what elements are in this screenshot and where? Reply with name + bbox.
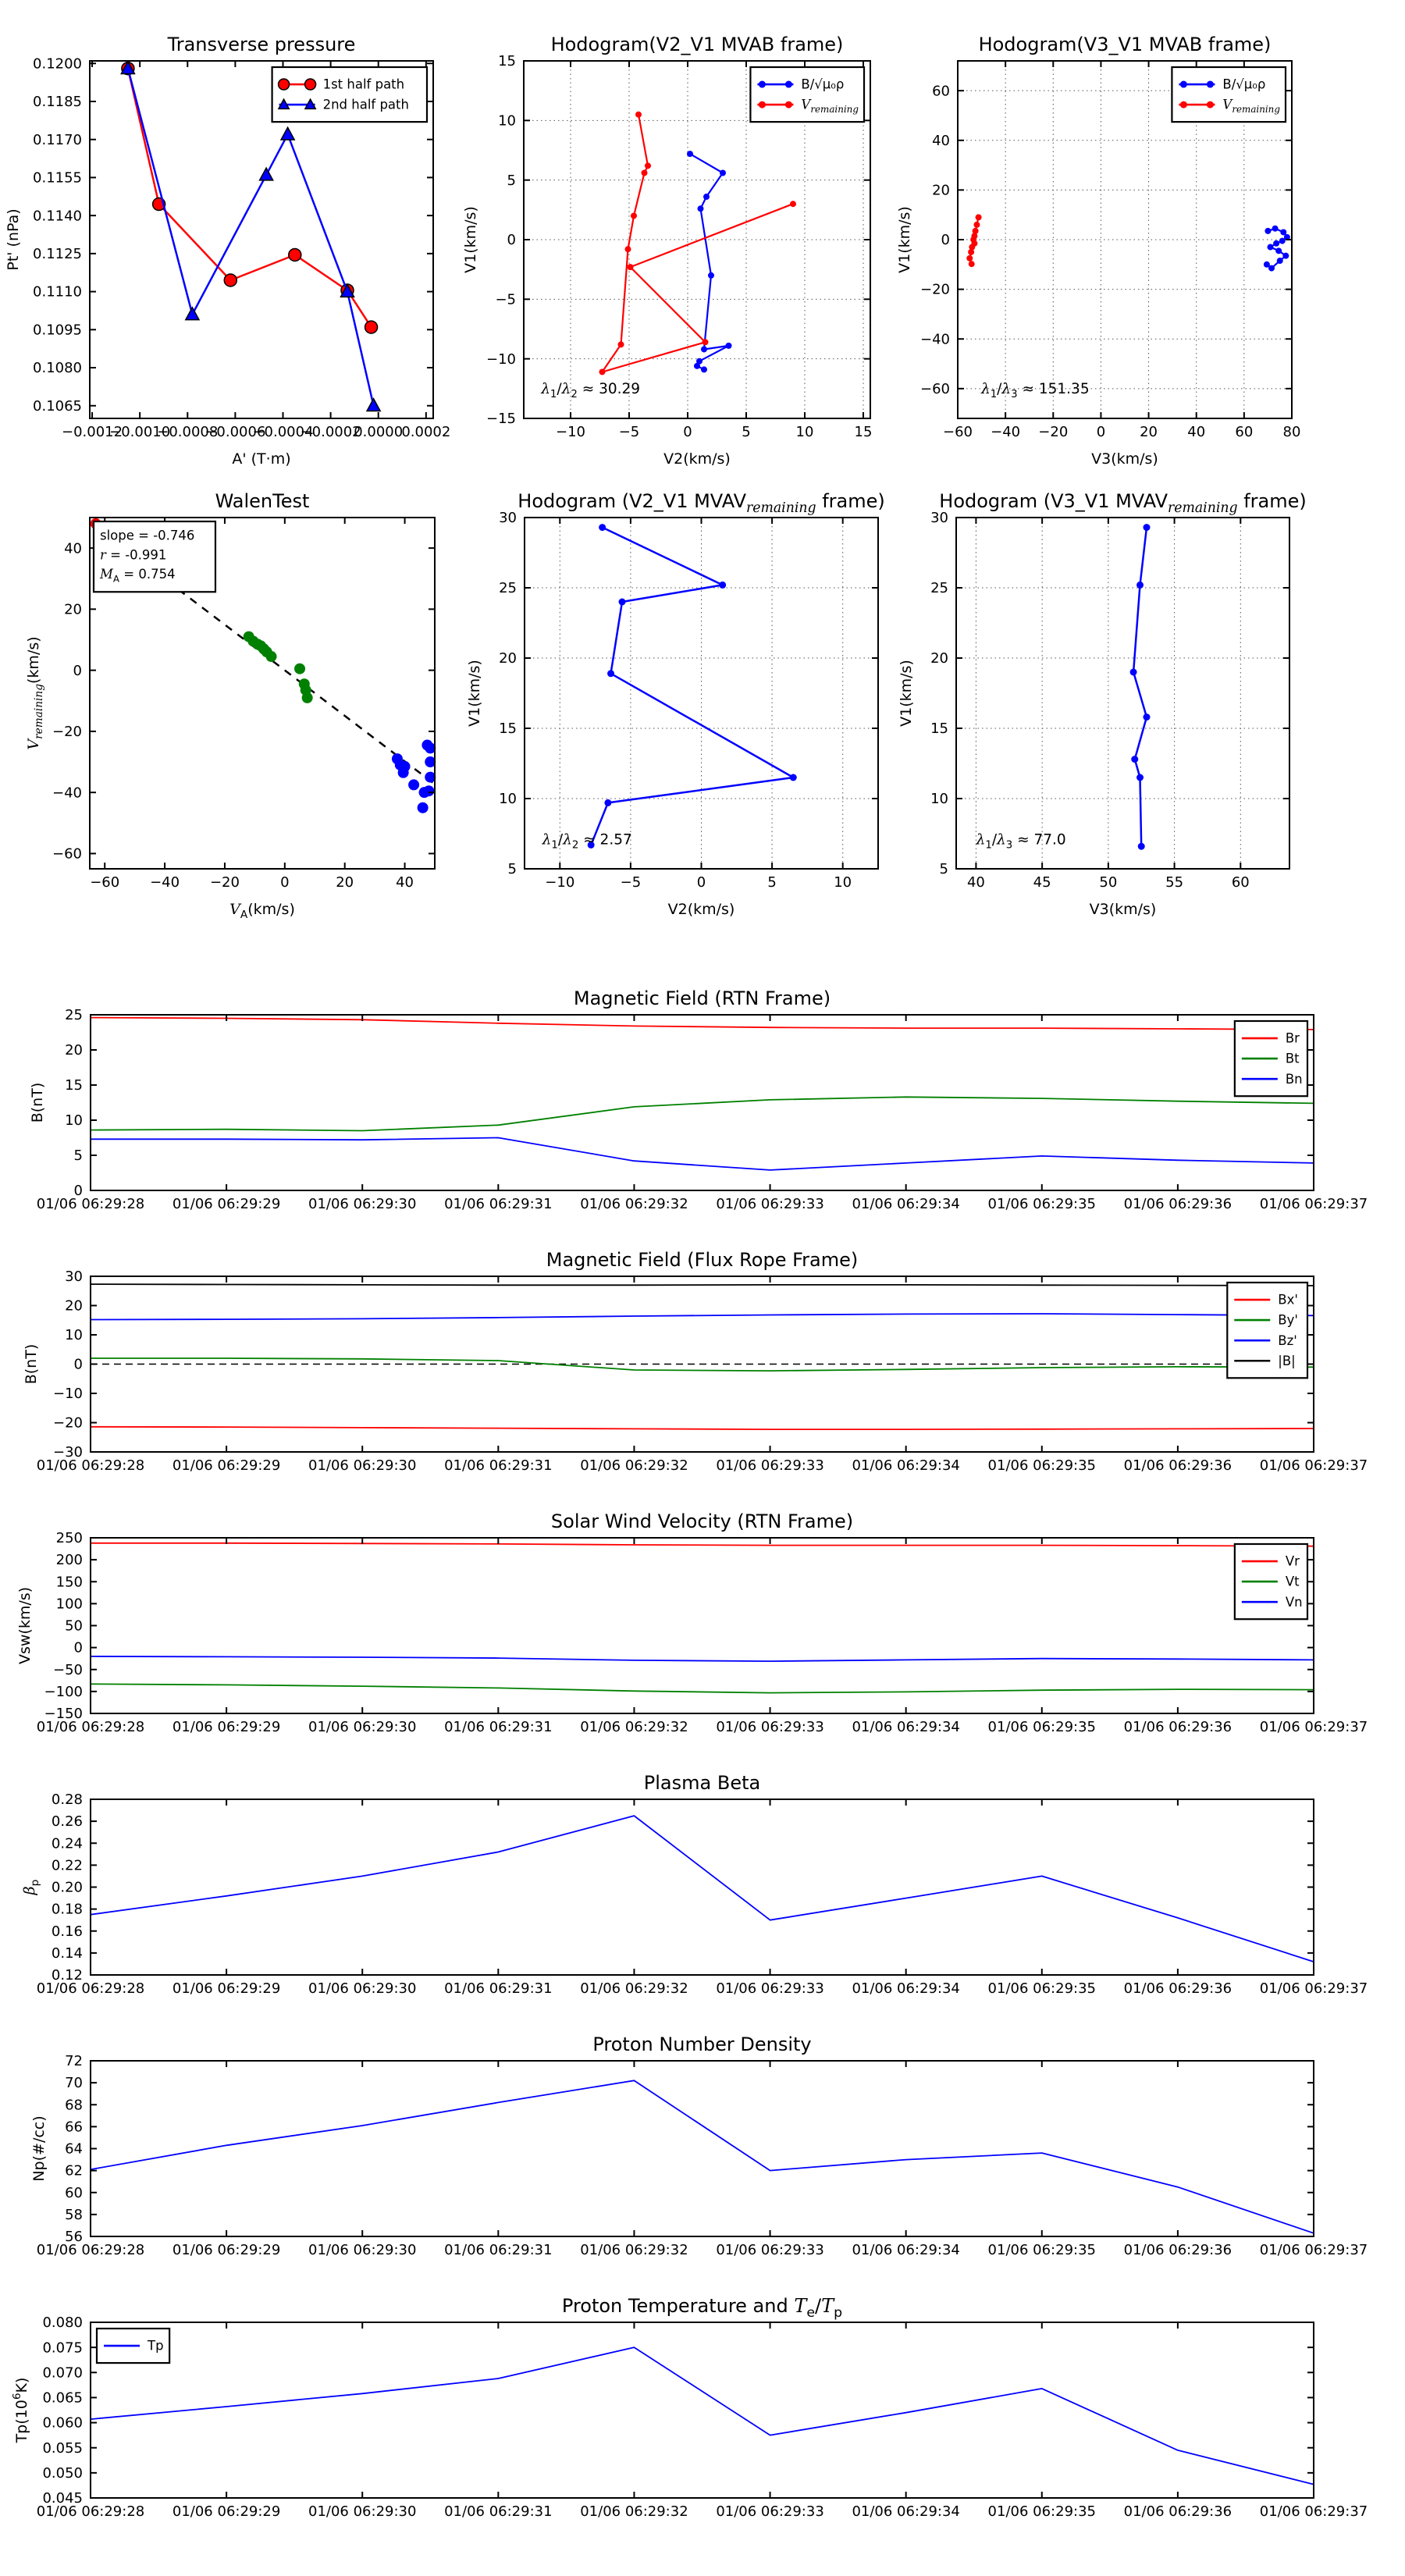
y-tick-label: 0.24 [51, 1835, 83, 1852]
x-tick-label: 01/06 06:29:30 [308, 1718, 417, 1735]
x-axis-label: A' (T·m) [232, 450, 291, 468]
y-tick-label: 70 [65, 2075, 83, 2092]
y-tick-label: 0.065 [42, 2389, 83, 2407]
legend [97, 2329, 169, 2363]
y-tick-label: −5 [495, 291, 516, 308]
y-tick-label: 10 [930, 791, 948, 808]
x-tick-label: −20 [1038, 423, 1069, 440]
y-tick-label: 25 [499, 580, 517, 597]
x-tick-label: 01/06 06:29:35 [987, 1457, 1096, 1474]
y-tick-label: 0.26 [51, 1813, 83, 1831]
y-tick-label: 20 [64, 601, 82, 618]
x-tick-label: 01/06 06:29:37 [1259, 1980, 1368, 1997]
x-tick-label: 40 [1187, 423, 1206, 440]
y-tick-label: 0.1200 [33, 55, 82, 73]
x-tick-label: −40 [991, 423, 1021, 440]
panel-magnetic-field-flux-rope [23, 1249, 1368, 1474]
y-tick-label: 0.1125 [33, 245, 82, 262]
x-tick-label: −60 [90, 873, 120, 891]
info-box-line: slope = -0.746 [100, 528, 195, 543]
panel-walen-test [25, 490, 436, 921]
legend-label: Bn [1285, 1071, 1303, 1087]
series-last-points [392, 740, 436, 813]
legend-label: Br [1285, 1030, 1300, 1046]
x-tick-label: −10 [545, 873, 575, 891]
x-tick-label: 01/06 06:29:29 [172, 1980, 281, 1997]
legend-label: |B| [1278, 1353, 1296, 1368]
x-tick-label: 10 [834, 873, 852, 891]
y-tick-label: 0.28 [51, 1791, 83, 1809]
chart-title: Hodogram(V3_V1 MVAB frame) [978, 34, 1272, 55]
x-tick-label: 01/06 06:29:28 [36, 1195, 145, 1212]
y-tick-label: 0.18 [51, 1901, 83, 1918]
x-tick-label: 01/06 06:29:31 [444, 1195, 553, 1212]
x-tick-label: 01/06 06:29:35 [987, 1980, 1096, 1997]
y-tick-label: −20 [920, 281, 950, 298]
x-tick-label: −0.0006 [205, 423, 266, 440]
x-tick-label: 01/06 06:29:29 [172, 1718, 281, 1735]
y-tick-label: 58 [65, 2206, 83, 2223]
y-axis-label: V1(km/s) [896, 206, 913, 273]
panel-hodogram-v2v1-mvav [466, 490, 885, 918]
x-tick-label: 01/06 06:29:33 [716, 2241, 824, 2258]
x-tick-label: 01/06 06:29:34 [852, 1195, 960, 1212]
y-tick-label: 250 [55, 1530, 83, 1547]
x-tick-label: 01/06 06:29:28 [36, 2241, 145, 2258]
y-tick-label: 0.050 [42, 2464, 83, 2482]
y-tick-label: −50 [53, 1661, 83, 1678]
y-tick-label: 10 [65, 1327, 83, 1344]
y-tick-label: 0 [73, 1639, 83, 1656]
legend [272, 67, 427, 122]
x-tick-label: 01/06 06:29:33 [716, 1195, 824, 1212]
x-tick-label: 01/06 06:29:33 [716, 1457, 824, 1474]
y-tick-label: 0.060 [42, 2414, 83, 2432]
x-tick-label: 01/06 06:29:32 [580, 2503, 688, 2520]
legend-label: Bt [1285, 1051, 1300, 1066]
x-tick-label: 20 [1140, 423, 1158, 440]
y-tick-label: 15 [499, 720, 517, 738]
series-tp [91, 2347, 1314, 2485]
y-tick-label: 40 [64, 540, 82, 557]
annotation: $\lambda_1/\lambda_3 \approx 77.0$ [976, 831, 1066, 852]
axes-frame [91, 1799, 1314, 1975]
chart-title: Proton Temperature and $T_e/T_p$ [561, 2295, 843, 2322]
x-tick-label: 01/06 06:29:33 [716, 1718, 824, 1735]
chart-title: Hodogram(V2_V1 MVAB frame) [550, 34, 844, 55]
y-tick-label: −20 [52, 724, 82, 741]
x-tick-label: 01/06 06:29:29 [172, 1457, 281, 1474]
info-box [94, 521, 215, 592]
x-tick-label: 0.0000 [354, 423, 404, 440]
x-axis-label: $V_A(km/s)$ [229, 901, 295, 921]
y-tick-label: 64 [65, 2140, 83, 2158]
panel-solar-wind-velocity-rtn [16, 1510, 1368, 1735]
legend-label: Bx' [1278, 1292, 1298, 1308]
x-tick-label: 01/06 06:29:32 [580, 1718, 688, 1735]
x-tick-label: −5 [620, 873, 642, 891]
series-b-sqrt-mu0-rho- [588, 524, 797, 849]
x-tick-label: 0 [280, 873, 290, 891]
series-bt [91, 1097, 1314, 1130]
series-br [91, 1018, 1314, 1030]
x-tick-label: −40 [150, 873, 180, 891]
x-tick-label: 01/06 06:29:31 [444, 1980, 553, 1997]
y-tick-label: 10 [65, 1112, 83, 1130]
x-tick-label: −10 [556, 423, 585, 440]
y-tick-label: 0 [73, 1356, 83, 1373]
y-tick-label: 5 [939, 861, 948, 878]
legend-label: B/√μ₀ρ [801, 76, 845, 92]
x-tick-label: 01/06 06:29:36 [1123, 1980, 1232, 1997]
legend-label: Vr [1285, 1553, 1300, 1569]
chart-title: Transverse pressure [167, 34, 356, 55]
series-beta-p [91, 1816, 1314, 1962]
y-tick-label: 62 [65, 2162, 83, 2179]
x-tick-label: 01/06 06:29:28 [36, 2503, 145, 2520]
series-middle-points [244, 632, 313, 703]
x-tick-label: 80 [1282, 423, 1301, 440]
annotation: $\lambda_1/\lambda_2 \approx 2.57$ [542, 831, 632, 852]
x-tick-label: 01/06 06:29:35 [987, 1195, 1096, 1212]
x-tick-label: 01/06 06:29:35 [987, 2241, 1096, 2258]
y-tick-label: −150 [44, 1706, 83, 1723]
annotation: $\lambda_1/\lambda_3 \approx 151.35$ [980, 380, 1090, 400]
series-vt [91, 1684, 1314, 1692]
x-tick-label: 01/06 06:29:32 [580, 1457, 688, 1474]
x-axis-label: V2(km/s) [663, 450, 731, 468]
series-b-sqrt-mu0-rho- [1130, 524, 1151, 850]
y-tick-label: −10 [486, 350, 516, 368]
y-axis-label: V1(km/s) [898, 660, 915, 727]
x-tick-label: 45 [1033, 873, 1051, 891]
x-tick-label: 01/06 06:29:35 [987, 2503, 1096, 2520]
y-tick-label: 0.055 [42, 2439, 83, 2457]
x-tick-label: 0 [696, 873, 706, 891]
x-tick-label: 01/06 06:29:34 [852, 1457, 960, 1474]
legend-label: B/√μ₀ρ [1222, 76, 1266, 92]
x-tick-label: 01/06 06:29:36 [1123, 1457, 1232, 1474]
legend [1172, 67, 1286, 122]
y-tick-label: −40 [52, 785, 82, 802]
series--b- [91, 1284, 1314, 1286]
chart-title: Proton Number Density [592, 2033, 812, 2055]
y-axis-label: V1(km/s) [462, 206, 479, 273]
y-tick-label: 0 [73, 662, 82, 679]
x-tick-label: 01/06 06:29:36 [1123, 1718, 1232, 1735]
legend-label: By' [1278, 1312, 1298, 1328]
y-tick-label: −40 [920, 331, 950, 348]
x-tick-label: 01/06 06:29:34 [852, 1980, 960, 1997]
x-tick-label: 01/06 06:29:34 [852, 2241, 960, 2258]
axes-frame [91, 2322, 1314, 2498]
y-tick-label: 25 [930, 580, 948, 597]
x-tick-label: 01/06 06:29:30 [308, 1980, 417, 1997]
y-tick-label: 5 [73, 1147, 83, 1165]
x-tick-label: 01/06 06:29:30 [308, 1195, 417, 1212]
panel-hodogram-v3v1-mvav [898, 490, 1307, 918]
x-tick-label: 01/06 06:29:32 [580, 2241, 688, 2258]
x-tick-label: 40 [396, 873, 414, 891]
legend-label: $V_{remaining}$ [801, 97, 859, 116]
legend-label: Vt [1285, 1574, 1300, 1589]
series-vr [91, 1543, 1314, 1546]
x-tick-label: 01/06 06:29:29 [172, 2503, 281, 2520]
axes-frame [956, 518, 1289, 869]
series-bz- [91, 1314, 1314, 1320]
x-tick-label: −0.0008 [157, 423, 219, 440]
x-tick-label: 01/06 06:29:35 [987, 1718, 1096, 1735]
x-tick-label: 01/06 06:29:30 [308, 2241, 417, 2258]
chart-title: Magnetic Field (Flux Rope Frame) [546, 1249, 859, 1271]
x-tick-label: 01/06 06:29:33 [716, 2503, 824, 2520]
chart-title: Hodogram (V2_V1 $MVAV_{remaining}$ frame) [518, 490, 885, 517]
y-tick-label: 40 [932, 132, 950, 149]
y-tick-label: 0.1170 [33, 131, 82, 148]
y-tick-label: 100 [55, 1596, 83, 1613]
y-tick-label: 20 [65, 1297, 83, 1315]
x-tick-label: −0.0002 [300, 423, 361, 440]
legend-label: 2nd half path [322, 97, 409, 112]
x-tick-label: 60 [1235, 423, 1254, 440]
y-axis-label: Vsw(km/s) [16, 1586, 34, 1665]
x-tick-label: −0.0010 [109, 423, 171, 440]
panel-hodogram-v3v1-mvab [896, 34, 1300, 468]
y-tick-label: 0.1110 [33, 283, 82, 301]
x-tick-label: 40 [966, 873, 985, 891]
series-bx- [91, 1427, 1314, 1429]
y-axis-label: $V_{remaining}(km/s)$ [25, 636, 45, 750]
info-box-line: r = -0.991 [100, 547, 167, 563]
y-tick-label: 20 [65, 1042, 83, 1059]
chart-title: Solar Wind Velocity (RTN Frame) [550, 1510, 854, 1532]
x-tick-label: 01/06 06:29:37 [1259, 2503, 1368, 2520]
x-tick-label: 01/06 06:29:30 [308, 2503, 417, 2520]
y-tick-label: −10 [53, 1386, 83, 1403]
y-tick-label: 5 [507, 172, 516, 189]
y-tick-label: 72 [65, 2053, 83, 2070]
x-tick-label: 01/06 06:29:36 [1123, 2503, 1232, 2520]
series-b-sqrt-mu0-rho- [687, 151, 732, 372]
y-tick-label: 15 [930, 720, 948, 738]
y-tick-label: 0.16 [51, 1923, 83, 1940]
y-tick-label: 30 [499, 510, 517, 527]
x-tick-label: 01/06 06:29:37 [1259, 1457, 1368, 1474]
x-tick-label: 01/06 06:29:37 [1259, 1195, 1368, 1212]
x-tick-label: 01/06 06:29:36 [1123, 1195, 1232, 1212]
y-tick-label: 0.1185 [33, 94, 82, 111]
y-tick-label: 0.20 [51, 1879, 83, 1896]
y-tick-label: 0 [507, 232, 516, 249]
x-tick-label: 01/06 06:29:32 [580, 1195, 688, 1212]
y-tick-label: 0.1140 [33, 208, 82, 225]
x-tick-label: 15 [854, 423, 873, 440]
legend-label: Bz' [1278, 1332, 1297, 1348]
x-tick-label: 0 [1096, 423, 1106, 440]
panel-plasma-beta [21, 1772, 1368, 1997]
info-box-line: $M_A = 0.754$ [100, 567, 176, 585]
legend [1227, 1283, 1307, 1378]
y-tick-label: 0.12 [51, 1967, 83, 1984]
y-tick-label: 0.070 [42, 2364, 83, 2382]
y-axis-label: $Tp(10^6K)$ [11, 2377, 30, 2443]
x-tick-label: 01/06 06:29:37 [1259, 2241, 1368, 2258]
y-tick-label: 20 [930, 650, 948, 667]
series-vn [91, 1656, 1314, 1661]
y-tick-label: 0.045 [42, 2490, 83, 2507]
x-tick-label: 20 [336, 873, 354, 891]
y-tick-label: 0.14 [51, 1944, 83, 1962]
legend [1235, 1021, 1307, 1096]
y-tick-label: 20 [499, 650, 517, 667]
y-tick-label: 0.1155 [33, 169, 82, 187]
y-tick-label: 56 [65, 2229, 83, 2246]
y-tick-label: 15 [498, 53, 516, 70]
x-tick-label: −0.0004 [252, 423, 314, 440]
y-tick-label: 0.075 [42, 2339, 83, 2357]
x-tick-label: −0.0012 [62, 423, 123, 440]
y-tick-label: 0.080 [42, 2314, 83, 2332]
y-tick-label: −20 [53, 1414, 83, 1432]
x-tick-label: −20 [209, 873, 240, 891]
y-axis-label: B(nT) [23, 1343, 40, 1385]
series-np [91, 2080, 1314, 2233]
y-tick-label: −60 [52, 845, 82, 863]
y-tick-label: −60 [920, 380, 950, 397]
y-tick-label: 200 [55, 1552, 83, 1569]
x-tick-label: 01/06 06:29:28 [36, 1718, 145, 1735]
chart-title: WalenTest [215, 490, 310, 512]
axes-frame [91, 1538, 1314, 1713]
x-tick-label: 01/06 06:29:28 [36, 1457, 145, 1474]
x-tick-label: 01/06 06:29:36 [1123, 2241, 1232, 2258]
y-tick-label: 0.1065 [33, 397, 82, 415]
x-tick-label: 0.0002 [401, 423, 451, 440]
x-tick-label: 5 [767, 873, 777, 891]
y-tick-label: 50 [65, 1617, 83, 1635]
x-tick-label: 50 [1099, 873, 1118, 891]
x-tick-label: −5 [618, 423, 640, 440]
y-tick-label: −100 [44, 1683, 83, 1700]
x-tick-label: 01/06 06:29:29 [172, 1195, 281, 1212]
x-tick-label: 01/06 06:29:31 [444, 1718, 553, 1735]
series-bn [91, 1138, 1314, 1170]
panel-proton-temperature [11, 2295, 1368, 2520]
x-tick-label: −60 [943, 423, 973, 440]
x-tick-label: 01/06 06:29:31 [444, 2241, 553, 2258]
x-axis-label: V3(km/s) [1091, 450, 1158, 468]
panel-hodogram-v2v1-mvab [462, 34, 872, 468]
y-tick-label: 60 [65, 2184, 83, 2201]
series-b-sqrt-mu0-rho- [1264, 226, 1290, 272]
chart-title: Hodogram (V3_V1 $MVAV_{remaining}$ frame) [939, 490, 1307, 517]
legend-label: $V_{remaining}$ [1222, 97, 1280, 116]
y-tick-label: 30 [65, 1268, 83, 1286]
x-axis-label: V2(km/s) [667, 901, 735, 918]
x-tick-label: 01/06 06:29:33 [716, 1980, 824, 1997]
series-v-remaining [966, 214, 981, 267]
x-tick-label: 01/06 06:29:37 [1259, 1718, 1368, 1735]
y-tick-label: 20 [932, 182, 950, 199]
x-tick-label: 01/06 06:29:34 [852, 2503, 960, 2520]
chart-title: Plasma Beta [643, 1772, 761, 1794]
y-tick-label: 68 [65, 2097, 83, 2114]
annotation: $\lambda_1/\lambda_2 \approx 30.29$ [541, 380, 641, 400]
panel-magnetic-field-rtn [29, 987, 1368, 1212]
x-tick-label: 01/06 06:29:32 [580, 1980, 688, 1997]
y-tick-label: −15 [486, 411, 516, 428]
x-tick-label: 5 [742, 423, 751, 440]
y-tick-label: 0.22 [51, 1857, 83, 1874]
y-axis-label: $\beta_p$ [21, 1879, 41, 1895]
chart-title: Magnetic Field (RTN Frame) [573, 987, 831, 1009]
x-tick-label: 01/06 06:29:31 [444, 2503, 553, 2520]
y-axis-label: Np(#/cc) [30, 2115, 48, 2182]
y-axis-label: V1(km/s) [466, 660, 483, 727]
x-axis-label: V3(km/s) [1089, 901, 1157, 918]
x-tick-label: 0 [683, 423, 692, 440]
y-axis-label: Pt' (nPa) [5, 208, 22, 271]
series-v-remaining [599, 112, 797, 375]
panel-transverse-pressure [5, 34, 450, 468]
x-tick-label: 55 [1165, 873, 1184, 891]
y-tick-label: −30 [53, 1444, 83, 1461]
legend-label: Tp [148, 2338, 164, 2354]
y-tick-label: 0.1095 [33, 322, 82, 339]
y-tick-label: 30 [930, 510, 948, 527]
y-tick-label: 25 [65, 1007, 83, 1024]
y-tick-label: 66 [65, 2119, 83, 2136]
y-tick-label: 0 [73, 1183, 83, 1200]
legend-label: Vn [1285, 1594, 1303, 1610]
y-tick-label: 10 [499, 791, 517, 808]
x-tick-label: 01/06 06:29:28 [36, 1980, 145, 1997]
y-tick-label: 150 [55, 1574, 83, 1591]
y-tick-label: 0 [941, 232, 950, 249]
y-tick-label: 0.1080 [33, 360, 82, 377]
x-tick-label: 01/06 06:29:31 [444, 1457, 553, 1474]
x-tick-label: 60 [1231, 873, 1250, 891]
legend [1235, 1544, 1307, 1619]
legend-label: 1st half path [322, 76, 405, 92]
y-tick-label: 10 [498, 112, 516, 130]
y-tick-label: 15 [65, 1077, 83, 1094]
legend [750, 67, 864, 122]
x-tick-label: 10 [795, 423, 814, 440]
x-tick-label: 01/06 06:29:34 [852, 1718, 960, 1735]
axes-frame [91, 2061, 1314, 2236]
y-tick-label: 5 [507, 861, 517, 878]
y-axis-label: B(nT) [29, 1082, 46, 1123]
x-tick-label: 01/06 06:29:30 [308, 1457, 417, 1474]
y-tick-label: 60 [932, 83, 950, 100]
panel-proton-number-density [30, 2033, 1368, 2258]
x-tick-label: 01/06 06:29:29 [172, 2241, 281, 2258]
